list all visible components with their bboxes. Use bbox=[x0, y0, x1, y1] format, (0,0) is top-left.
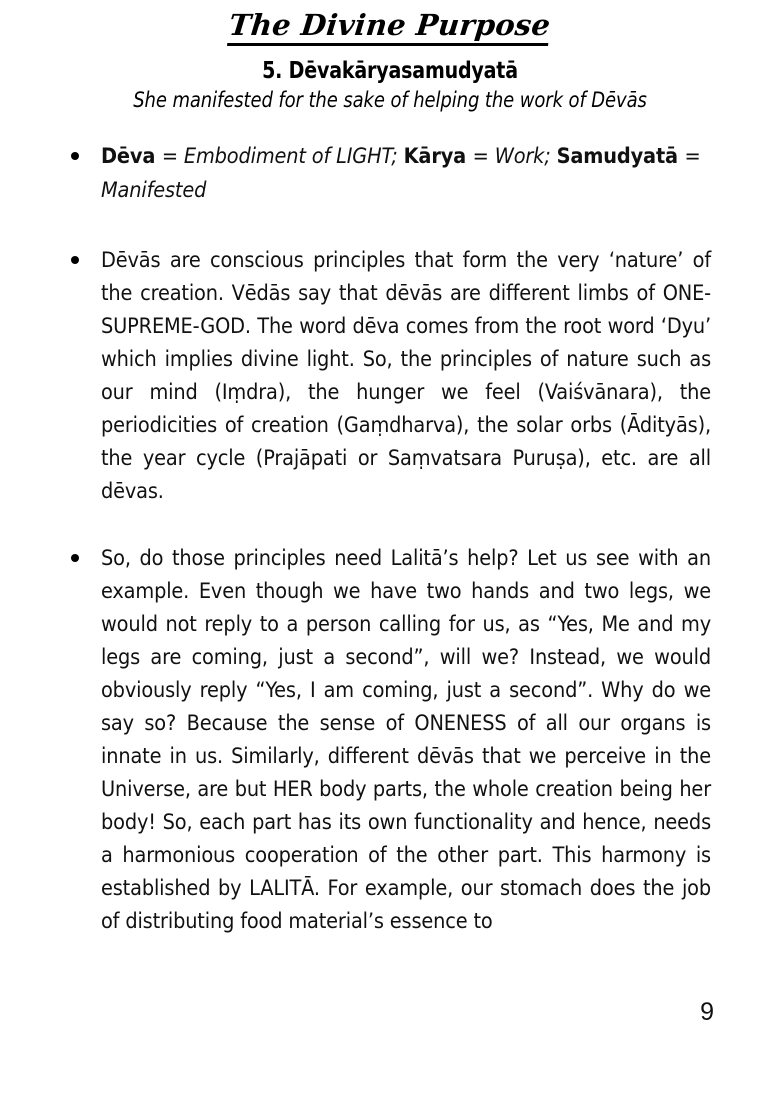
text-run: = Work; bbox=[472, 144, 557, 169]
bullet-dot-icon bbox=[71, 152, 79, 160]
text-run: Samudyatā bbox=[556, 144, 685, 169]
list-item-text bbox=[101, 140, 711, 208]
document-title bbox=[0, 8, 780, 46]
bullet-dot-icon bbox=[71, 554, 79, 562]
text-run: So, do those principles need Lalitā’s help? Let us see with an example. Even though we have two hands and two legs, we would not reply to a person calling for us, as “Yes, Me and my legs are coming, just a second”, will we? Instead, we would obviously reply “Yes, I am coming, just a second”. Why do we say so? Because the sense of ONENESS of all our organs is innate in us. Similarly, different dēvās that we perceive in the Universe, are but HER body parts, the whole creation being her body! So, each part has its own functionality and hence, needs a harmonious cooperation of the other part. This harmony is established by LALITĀ. For example, our stomach does the job of distributing food material’s essence to bbox=[101, 546, 711, 934]
text-run: Dēva bbox=[101, 144, 162, 169]
page-number: 9 bbox=[700, 998, 714, 1026]
bullet-dot-icon bbox=[71, 256, 79, 264]
list-item-text bbox=[101, 244, 711, 508]
text-run: Kārya bbox=[403, 144, 473, 169]
section-subtitle: She manifested for the sake of helping the work of Dēvās bbox=[133, 88, 647, 113]
bullet-list bbox=[66, 140, 711, 938]
list-item bbox=[66, 542, 711, 938]
section-heading: 5. Dēvakāryasamudyatā bbox=[262, 58, 518, 84]
list-item bbox=[66, 140, 711, 208]
list-item bbox=[66, 244, 711, 508]
list-item-text bbox=[101, 542, 711, 938]
text-run: = Embodiment of LIGHT; bbox=[161, 144, 404, 169]
text-run: = Manifested bbox=[101, 144, 701, 203]
document-title-text: The Divine Purpose bbox=[227, 8, 552, 46]
text-run: Dēvās are conscious principles that form the very ‘nature’ of the creation. Vēdās say that dēvās are different limbs of ONE-SUPREME-GOD. The word dēva comes from the root word ‘Dyu’ which implies divine light. So, the principles of nature such as our mind (Iṃdra), the hunger we feel (Vaiśvānara), the periodicities of creation (Gaṃdharva), the solar orbs (Ādityās), the year cycle (Prajāpati or Saṃvatsara Puruṣa), etc. are all dēvas. bbox=[101, 248, 711, 504]
